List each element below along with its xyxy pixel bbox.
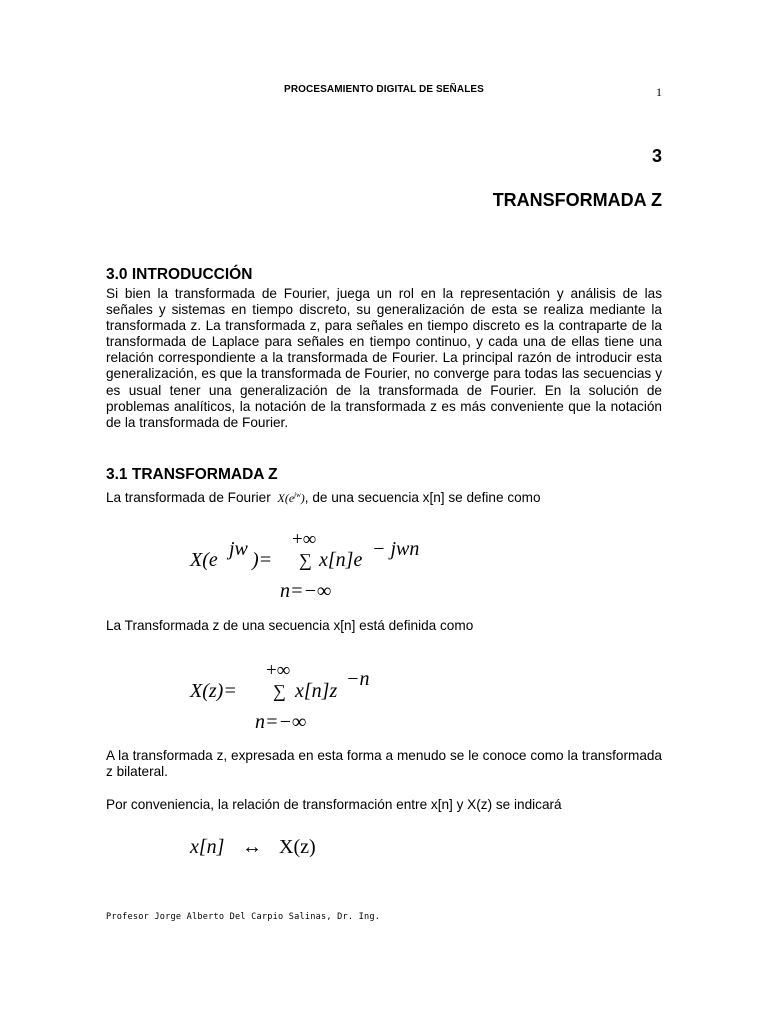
page-number: 1: [656, 85, 662, 99]
notation-line: Por conveniencia, la relación de transformación entre x[n] y X(z) se indicará: [106, 797, 562, 812]
section-heading-z: 3.1 TRANSFORMADA Z: [106, 466, 278, 483]
fourier-definition-text-before: La transformada de Fourier: [106, 490, 271, 505]
section-heading-intro: 3.0 INTRODUCCIÓN: [106, 266, 253, 283]
document-page: PROCESAMIENTO DIGITAL DE SEÑALES 1 3 TRANSFORMADA Z 3.0 INTRODUCCIÓN Si bien la transformada de Fourier, juega un rol en la representación y análisis de las señales y sistemas en tiempo discreto, su generalización de esta se realiza mediante la transformada z. La transformada z, para señales en tiempo discreto es la contraparte de la transformada de Laplace para señales en tiempo continuo, y cada una de ellas tiene una relación correspondiente a la transformada de Fourier. La principal razón de introducir esta generalización, es que la transformada de Fourier, no converge para todas las secuencias y es usual tener una generalización de la transformada de Fourier. En la solución de problemas analíticos, la notación de la transformada z es más conveniente que la notación de la transformada de Fourier. 3.1 TRANSFORMADA Z La transformada de Fourier $X(e^{jw})$, de una secuencia x[n] se define como X(e jw )= +∞ ∑ x[n]e − jwn n=−∞ La Transformada z de una secuencia x[n] está definida como X(z)= +∞ ∑ x[n]z −n n=−∞ A la transformada z, expresada en esta forma a menudo se le conoce como la transformada z bilateral. Por conveniencia, la relación de transformación entre x[n] y X(z) se indicará x[n] ↔ X(z) Profesor Jorge Alberto Del Carpio Salinas, Dr. Ing.: [0, 0, 768, 1024]
fourier-definition-line: [106, 487, 662, 506]
chapter-number: 3: [651, 146, 662, 166]
bilateral-paragraph: A la transformada z, expresada en esta forma a menudo se le conoce como la transformada z bilateral.: [106, 748, 662, 780]
z-definition-line: La Transformada z de una secuencia x[n] está definida como: [106, 618, 474, 633]
fourier-definition-text-after: , de una secuencia x[n] se define como: [304, 490, 541, 505]
running-header: PROCESAMIENTO DIGITAL DE SEÑALES: [284, 84, 484, 95]
inline-fourier-symbol: $X(e^{jw})$: [277, 491, 305, 505]
footer-author: Profesor Jorge Alberto Del Carpio Salinas, Dr. Ing.: [106, 912, 381, 922]
chapter-title: TRANSFORMADA Z: [492, 190, 662, 210]
intro-paragraph: Si bien la transformada de Fourier, juega un rol en la representación y análisis de las señales y sistemas en tiempo discreto, su generalización de esta se realiza mediante la transformada z. La transformada z, para señales en tiempo discreto es la contraparte de la transformada de Laplace para señales en tiempo continuo, y cada una de ellas tiene una relación correspondiente a la transformada de Fourier. La principal razón de introducir esta generalización, es que la transformada de Fourier, no converge para todas las secuencias y es usual tener una generalización de la transformada de Fourier. En la solución de problemas analíticos, la notación de la transformada z es más conveniente que la notación de la transformada de Fourier.: [106, 286, 662, 430]
